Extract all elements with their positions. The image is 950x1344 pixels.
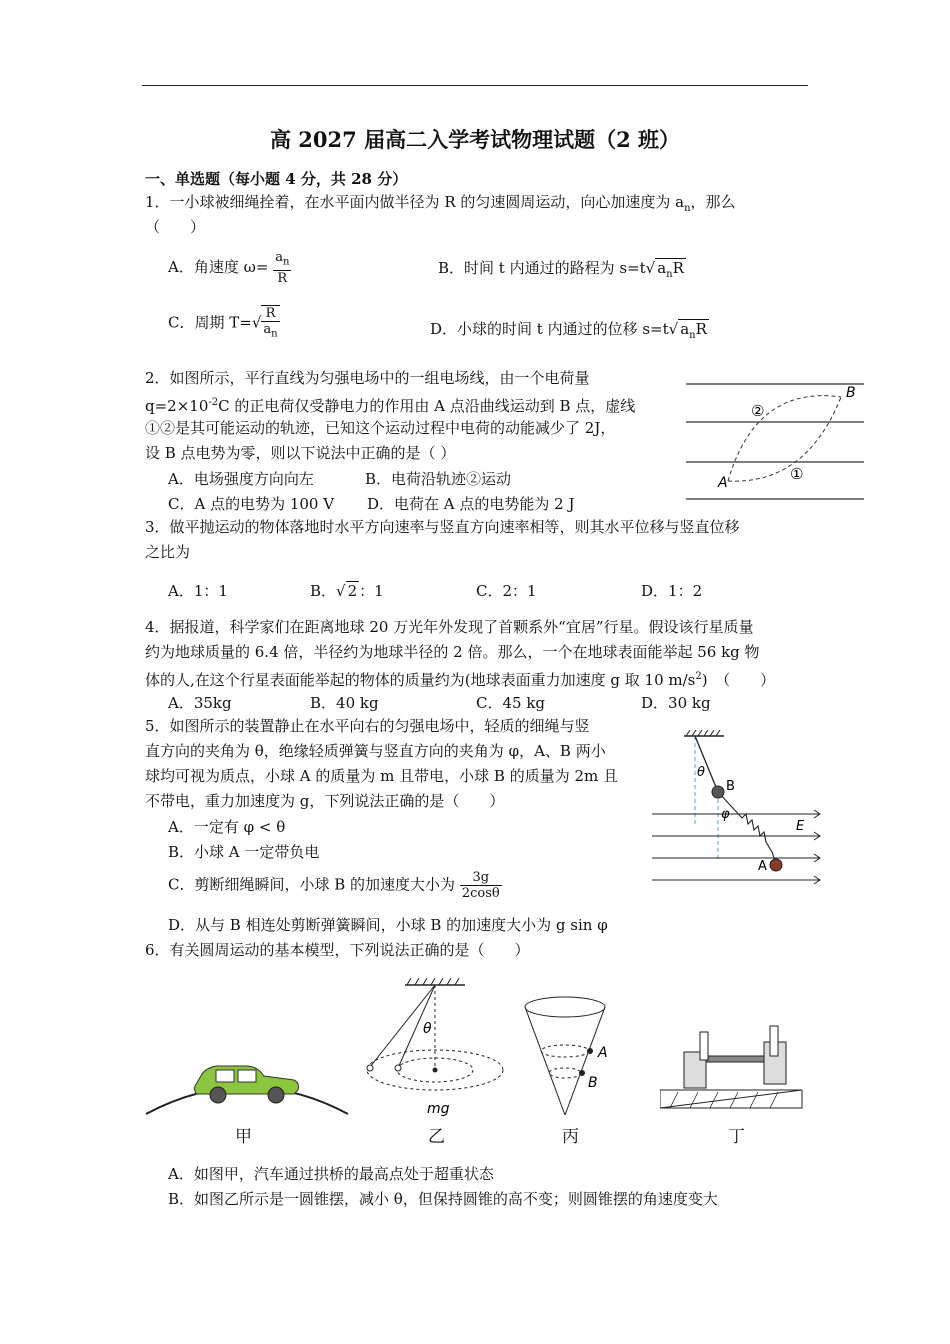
- field-arrows: [814, 810, 820, 884]
- q3-line-2: 之比为: [145, 543, 191, 561]
- q1-option-b: B．时间 t 内通过的路程为 s=t√ $a_nR$: [438, 259, 684, 280]
- q5-spring-figure: [652, 730, 826, 890]
- q2-option-d: D．电荷在 A 点的电势能为 2 J: [367, 495, 575, 513]
- q6-option-b: B．如图乙所示是一圆锥摆，减小 θ，但保持圆锥的高不变；则圆锥摆的角速度变大: [168, 1190, 718, 1208]
- q6-line-1: 6．有关圆周运动的基本模型，下列说法正确的是（ ）: [145, 941, 530, 959]
- q5-line-4: 不带电，重力加速度为 g，下列说法正确的是（ ）: [145, 792, 505, 810]
- car-window: [216, 1070, 234, 1082]
- q5-line-2: 直方向的夹角为 θ，绝缘轻质弹簧与竖直方向的夹角为 φ，A、B 两小: [145, 742, 606, 760]
- rope: [695, 736, 718, 792]
- bob: [395, 1065, 401, 1071]
- q2-line-1: 2．如图所示，平行直线为匀强电场中的一组电场线，由一个电荷量: [145, 369, 590, 387]
- car-wheel: [268, 1087, 284, 1103]
- q3-option-b: B．√ 2 ：1: [310, 582, 384, 600]
- q1-option-c: C．周期 T=√ $\frac{R}{a_n}$: [168, 306, 278, 340]
- q2-option-b: B．电荷沿轨迹②运动: [365, 470, 512, 488]
- q4-line-2: 约为地球质量的 6.4 倍，半径约为地球半径的 2 倍。那么，一个在地球表面能举起 56 kg 物: [145, 643, 760, 661]
- theta-label: θ: [423, 1021, 432, 1037]
- ball-a-label: A: [758, 859, 767, 874]
- axle: [706, 1056, 764, 1062]
- q5-option-b: B．小球 A 一定带负电: [168, 843, 320, 861]
- cone-rim: [525, 997, 605, 1017]
- q5-line-1: 5．如图所示的装置静止在水平向右的匀强电场中，轻质的细绳与竖: [145, 717, 590, 735]
- q5-option-a: A．一定有 φ < θ: [168, 818, 286, 836]
- caption-jia: 甲: [235, 1127, 252, 1147]
- q4-line-3: 体的人,在这个行星表面能举起的物体的质量约为(地球表面重力加速度 g 取 10 $m/s^2$) （ ）: [145, 671, 776, 689]
- q3-option-c: C．2：1: [476, 582, 537, 600]
- q2-line-3: ①②是其可能运动的轨迹，已知这个运动过程中电荷的动能减少了 2J，: [145, 419, 616, 437]
- section-heading: 一、单选题（每小题 4 分，共 28 分）: [145, 170, 408, 188]
- q3-option-a: A．1：1: [168, 582, 228, 600]
- q5-option-d: D．从与 B 相连处剪断弹簧瞬间，小球 B 的加速度大小为 g sin φ: [168, 916, 608, 934]
- ball-a: [587, 1048, 593, 1054]
- ball-b-label: B: [588, 1075, 598, 1091]
- q3-option-d: D．1：2: [641, 582, 703, 600]
- theta-label: θ: [697, 765, 705, 780]
- q6-fig-cone-pendulum: [355, 975, 520, 1120]
- q4-option-a: A．35kg: [168, 694, 232, 712]
- q1-paren: （ ）: [145, 218, 206, 236]
- q2-line-4: 设 B 点电势为零，则以下说法中正确的是（ ）: [145, 444, 456, 462]
- page-title: 高 2027 届高二入学考试物理试题（2 班）: [270, 127, 680, 152]
- car-wheel: [210, 1087, 226, 1103]
- q2-option-c: C．A 点的电势为 100 V: [168, 495, 335, 513]
- q5-line-3: 球均可视为质点，小球 A 的质量为 m 且带电，小球 B 的质量为 2m 且: [145, 767, 618, 785]
- trajectory-1: [728, 397, 841, 481]
- ball-a: [770, 859, 782, 871]
- cone-side: [525, 1007, 565, 1115]
- cone-side: [565, 1007, 605, 1115]
- q1-stem: 1．一小球被细绳拴着，在水平面内做半径为 R 的匀速圆周运动，向心加速度为 $a_n$，那么: [145, 193, 736, 214]
- bob: [367, 1065, 373, 1071]
- q4-line-1: 4．据报道，科学家们在距离地球 20 万光年外发现了首颗系外“宜居”行星。假设该行星质量: [145, 618, 754, 636]
- q6-fig-rail: [660, 1022, 805, 1114]
- field-e-label: E: [796, 819, 805, 834]
- orbit-b: [549, 1068, 581, 1078]
- caption-ding: 丁: [728, 1127, 745, 1147]
- q6-fig-cone: [520, 995, 620, 1120]
- point-b-label: B: [846, 385, 856, 401]
- q1-option-d: D．小球的时间 t 内通过的位移 s=t√ $a_nR$: [430, 320, 707, 341]
- q4-option-b: B．40 kg: [310, 694, 379, 712]
- q2-line-2: $q=2\times 10^{-2}C$ 的正电荷仅受静电力的作用由 A 点沿曲线运动到 B 点，虚线: [145, 397, 636, 415]
- q2-field-figure: [686, 375, 866, 505]
- header-rule: [142, 85, 808, 86]
- ball-a-label: A: [598, 1045, 608, 1061]
- trajectory-2: [728, 396, 841, 481]
- car-window: [238, 1070, 256, 1082]
- q4-option-c: C．45 kg: [476, 694, 546, 712]
- wheel: [770, 1026, 778, 1056]
- caption-yi: 乙: [428, 1127, 445, 1147]
- orbit-a: [541, 1045, 589, 1057]
- q6-option-a: A．如图甲，汽车通过拱桥的最高点处于超重状态: [168, 1165, 494, 1183]
- q4-option-d: D．30 kg: [641, 694, 711, 712]
- trajectory-1-label: ①: [790, 465, 804, 483]
- ball-b-label: B: [726, 779, 735, 794]
- center-point: [433, 1068, 438, 1073]
- wheel: [700, 1032, 708, 1060]
- caption-bing: 丙: [562, 1127, 579, 1147]
- q5-option-c: C．剪断细绳瞬间，小球 B 的加速度大小为 $\frac{3g}{2\cos\theta}$: [168, 870, 500, 901]
- trajectory-2-label: ②: [751, 402, 765, 420]
- spring: [718, 792, 776, 864]
- q3-line-1: 3．做平抛运动的物体落地时水平方向速率与竖直方向速率相等，则其水平位移与竖直位移: [145, 518, 740, 536]
- q2-option-a: A．电场强度方向向左: [168, 470, 314, 488]
- point-a-label: A: [718, 475, 728, 491]
- ball-b: [579, 1070, 585, 1076]
- ball-b: [712, 786, 724, 798]
- mg-label: mg: [427, 1101, 450, 1117]
- phi-label: φ: [721, 807, 730, 822]
- q1-option-a: A．角速度 ω= $\frac{a_n}{R}$: [168, 250, 290, 286]
- q6-fig-bridge: [144, 1040, 350, 1120]
